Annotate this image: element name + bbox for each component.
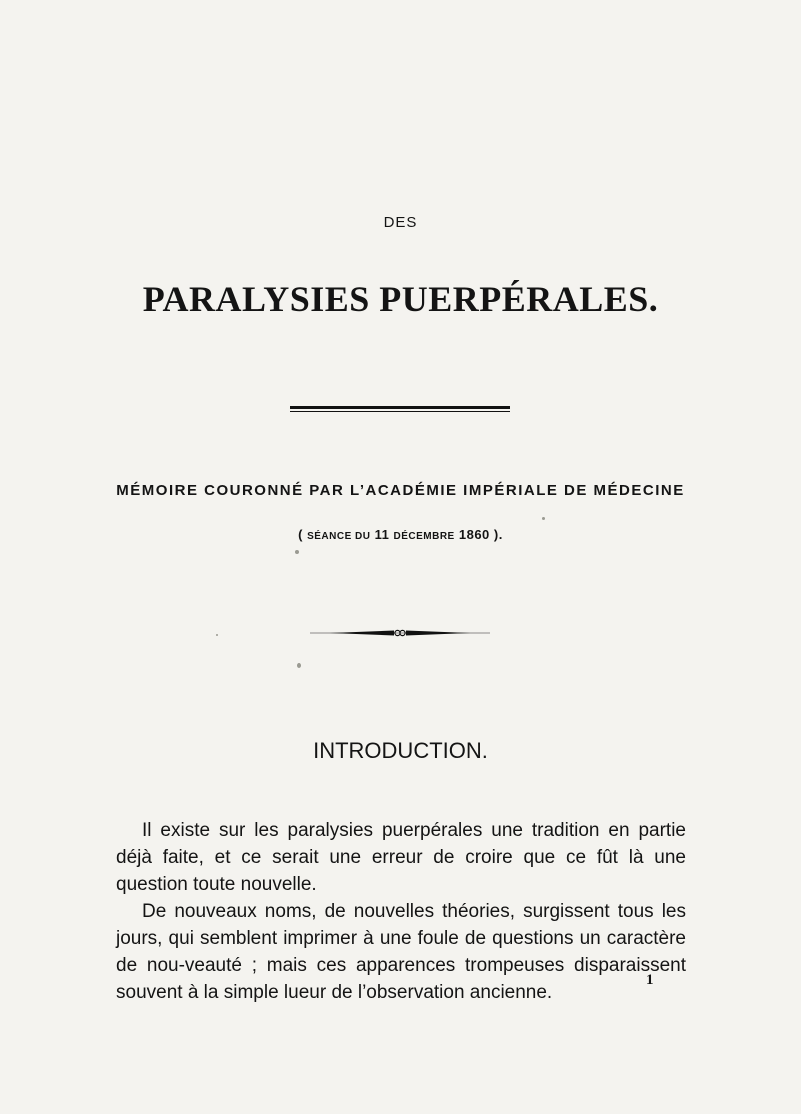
paper-speck [542,517,545,520]
body-paragraph-1: Il existe sur les paralysies puerpérales une tradition en partie déjà faite, et ce serait une erreur de croire que ce fût là une question toute nouvelle. [116,820,686,895]
section-heading: INTRODUCTION. [313,738,488,763]
paper-speck [295,550,299,554]
title-rule-thin [290,411,510,412]
page-title: PARALYSIES PUERPÉRALES. [142,279,659,319]
session-date [0,527,801,542]
session-close-paren: ). [493,527,503,542]
session-year: 1860 [458,527,490,542]
session-open-paren: ( [298,527,303,542]
memoir-subtitle: MÉMOIRE COURONNÉ PAR L’ACADÉMIE IMPÉRIALE DE MÉDECINE [116,482,685,499]
body-paragraph-2: De nouveaux noms, de nouvelles théories, surgissent tous les jours, qui semblent imprimer à une foule de questions un caractère de nou-veauté ; mais ces apparences trompeuses disparaissent souvent à la simple lueur de l’observation ancienne. [116,901,686,1003]
signature-mark: 1 [646,972,654,988]
title-rule [290,406,510,409]
paper-speck [216,634,218,636]
session-month: DÉCEMBRE [393,531,455,542]
session-label: SÉANCE DU [307,531,371,542]
paper-speck [297,663,301,668]
ornament-divider [310,626,490,640]
ornament-right-taper [406,631,470,636]
ornament-left-taper [330,631,394,636]
pre-title: DES [383,214,418,231]
session-day: 11 [374,527,390,542]
